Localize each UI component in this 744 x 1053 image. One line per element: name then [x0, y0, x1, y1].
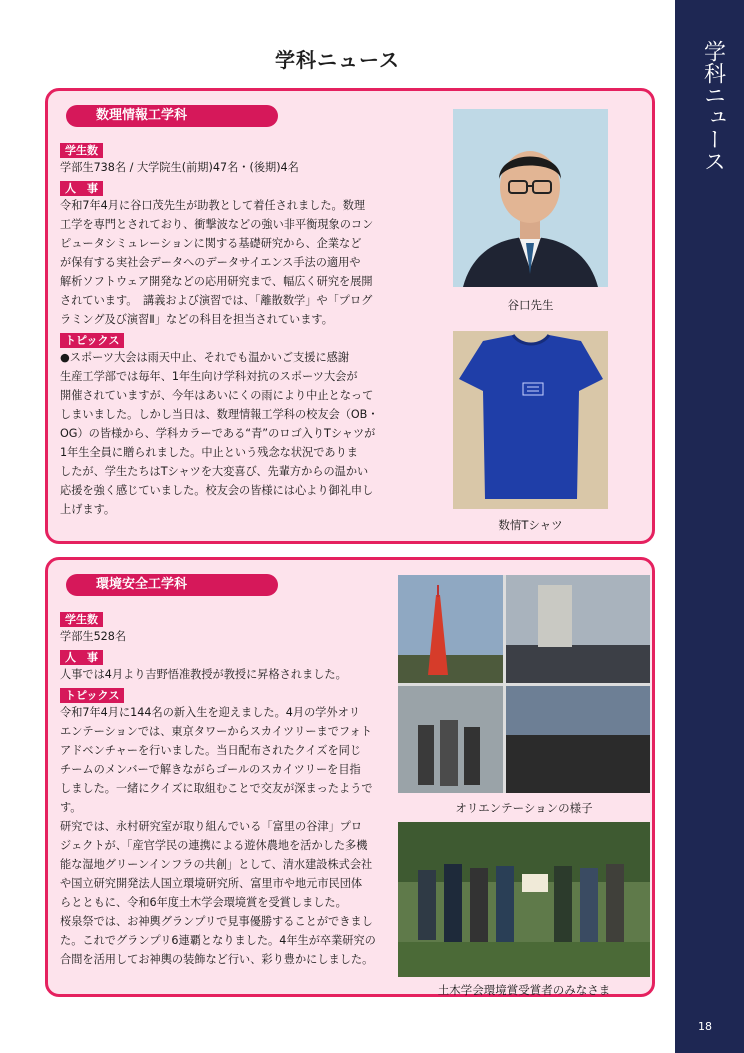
text-line: アドベンチャーを行いました。当日配布されたクイズを同じ — [60, 744, 362, 757]
text-line: 解析ソフトウェア開発などの応用研究まで、幅広く研究を展開 — [60, 275, 373, 288]
text-line: 合間を活用してお神輿の装飾など行い、彩り豊かにしました。 — [60, 953, 374, 966]
text-line: た。これでグランプリ6連覇となりました。4年生が卒業研究の — [60, 934, 376, 947]
award-group-photo — [398, 822, 650, 977]
page-number: 18 — [698, 1020, 712, 1033]
text-line: 学部生528名 — [60, 630, 127, 643]
label-personnel: 人 事 — [60, 650, 103, 665]
text-line: 上げます。 — [60, 503, 116, 516]
photo-caption: 土木学会環境賞受賞者のみなさま — [437, 983, 611, 997]
side-band — [675, 0, 744, 1053]
orientation-collage — [398, 575, 650, 793]
text-line: しました。一緒にクイズに取組むことで交友が深まったようで — [60, 782, 373, 795]
text-line: ジェクトが、「産官学民の連携による遊休農地を活かした多機 — [60, 839, 368, 852]
portrait-illustration — [453, 109, 608, 287]
photo-caption: オリエンテーションの様子 — [455, 801, 593, 815]
text-line: したが、学生たちはTシャツを大変喜び、先輩方からの温かい — [60, 465, 369, 478]
section-text — [60, 139, 450, 519]
section-header: 環境安全工学科 — [66, 574, 278, 596]
side-label: 学科ニュース — [700, 40, 726, 172]
text-line: 研究では、永村研究室が取り組んでいる「富里の谷津」プロ — [60, 820, 363, 833]
page-title: 学科ニュース — [275, 48, 400, 72]
label-topics: トピックス — [60, 333, 124, 348]
section-text — [60, 608, 450, 969]
text-line: 人事では4月より吉野悟准教授が教授に昇格されました。 — [60, 668, 347, 681]
text-line: 工学を専門とされており、衝撃波などの強い非平衡現象のコン — [60, 218, 374, 231]
text-line: ピュータシミュレーションに関する基礎研究から、企業など — [60, 237, 362, 250]
text-line: が保有する実社会データへのデータサイエンス手法の適用や — [60, 256, 361, 269]
text-line: チームのメンバーで解きながらゴールのスカイツリーを目指 — [60, 763, 361, 776]
text-line: 1年生全員に贈られました。中止という残念な状況でありま — [60, 446, 358, 459]
text-line: 令和7年4月に144名の新入生を迎えました。4月の学外オリ — [60, 706, 361, 719]
tshirt-photo — [453, 331, 608, 509]
text-line: OG）の皆様から、学科カラーである“青”のロゴ入りTシャツが — [60, 427, 376, 440]
photo-caption: 谷口先生 — [507, 298, 554, 312]
label-topics: トピックス — [60, 688, 124, 703]
text-line: 開催されていますが、今年はあいにくの雨により中止となって — [60, 389, 374, 402]
section-panel-env — [45, 557, 655, 997]
label-students: 学生数 — [60, 143, 103, 158]
collage-illustration — [398, 575, 650, 793]
label-students: 学生数 — [60, 612, 103, 627]
text-line: 令和7年4月に谷口茂先生が助教として着任されました。数理 — [60, 199, 366, 212]
text-line: や国立研究開発法人国立環境研究所、富里市や地元市民団体 — [60, 877, 363, 890]
text-line: 生産工学部では毎年、1年生向け学科対抗のスポーツ大会が — [60, 370, 358, 383]
text-line: ●スポーツ大会は雨天中止、それでも温かいご支援に感謝 — [60, 351, 350, 364]
text-line: 能な湿地グリーンインフラの共創」として、清水建設株式会社 — [60, 858, 373, 871]
text-line: しまいました。しかし当日は、数理情報工学科の校友会（OB・ — [60, 408, 379, 421]
label-personnel: 人 事 — [60, 181, 103, 196]
text-line: されています。 講義および演習では、「離散数学」や「プログ — [60, 294, 373, 307]
text-line: ラミング及び演習Ⅱ」などの科目を担当されています。 — [60, 313, 333, 326]
text-line: 応援を強く感じていました。校友会の皆様には心より御礼申し — [60, 484, 374, 497]
section-header: 数理情報工学科 — [66, 105, 278, 127]
text-line: エンテーションでは、東京タワーからスカイツリーまでフォト — [60, 725, 372, 738]
photo-caption: 数情Tシャツ — [498, 518, 563, 532]
text-line: 学部生738名 / 大学院生(前期)47名・(後期)4名 — [60, 161, 299, 174]
text-line: らとともに、令和6年度土木学会環境賞を受賞しました。 — [60, 896, 347, 909]
text-line: す。 — [60, 801, 82, 814]
tshirt-illustration — [453, 331, 608, 509]
group-illustration — [398, 822, 650, 977]
text-line: 桜泉祭では、お神輿グランプリで見事優勝することができまし — [60, 915, 373, 928]
portrait-photo — [453, 109, 608, 287]
section-panel-math — [45, 88, 655, 544]
